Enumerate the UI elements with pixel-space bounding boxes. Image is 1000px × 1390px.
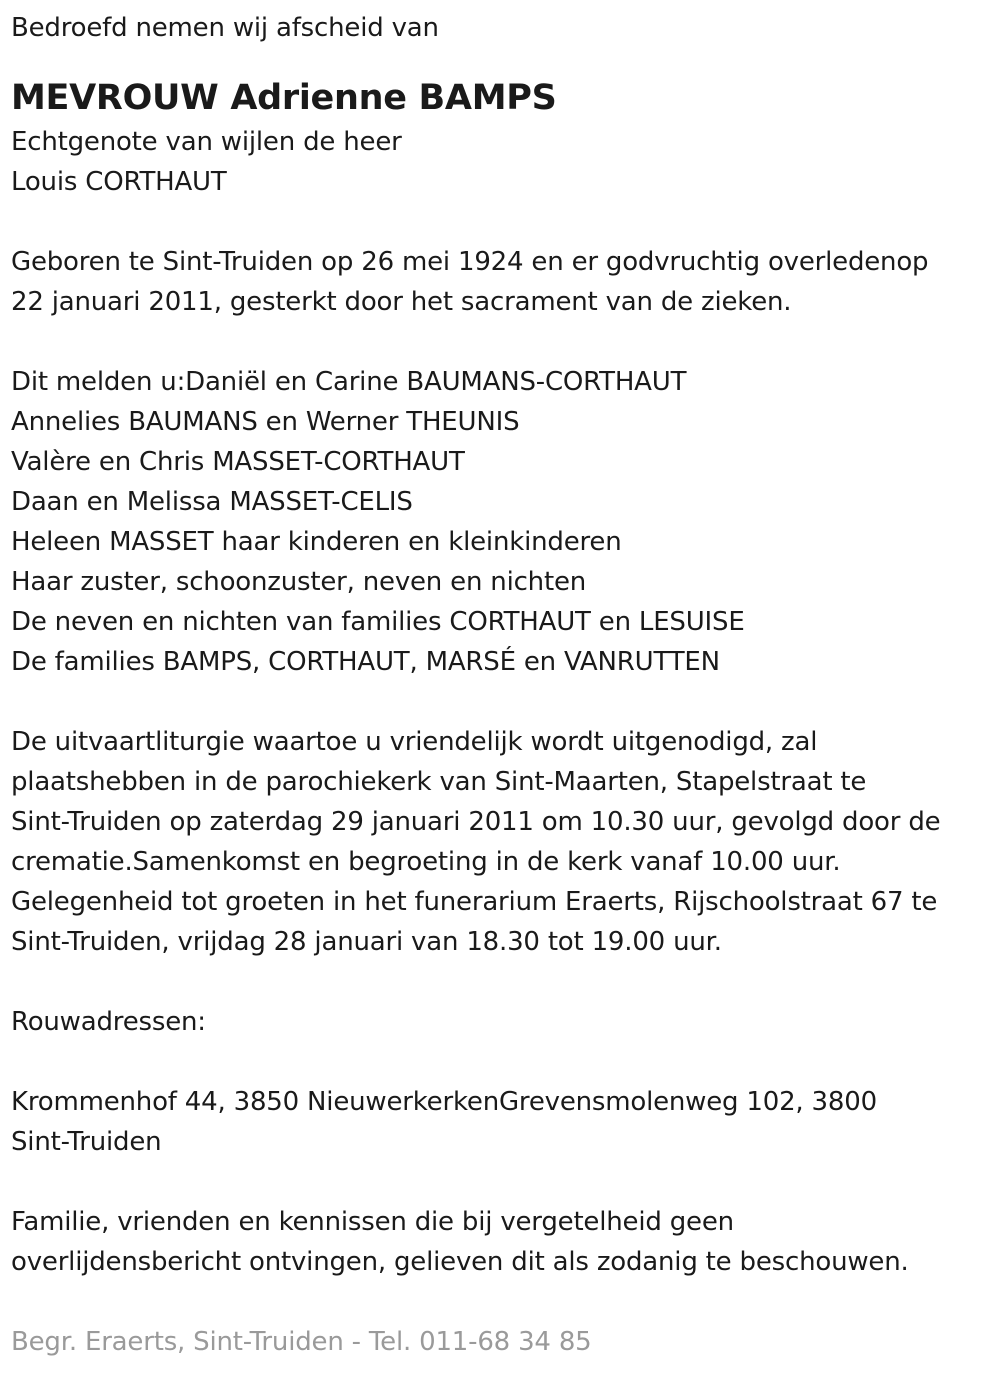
birth-death-line: 22 januari 2011, gesterkt door het sacrament van de zieken. xyxy=(11,287,792,317)
closing-line: Familie, vrienden en kennissen die bij vergetelheid geen xyxy=(11,1207,734,1237)
funeral-home-footer: Begr. Eraerts, Sint-Truiden - Tel. 011-68 34 85 xyxy=(11,1327,592,1357)
intro-text: Bedroefd nemen wij afscheid van xyxy=(11,13,439,43)
addresses-label: Rouwadressen: xyxy=(11,1007,206,1037)
family-line: Annelies BAUMANS en Werner THEUNIS xyxy=(11,407,520,437)
family-line: De families BAMPS, CORTHAUT, MARSÉ en VANRUTTEN xyxy=(11,647,720,677)
service-line: Gelegenheid tot groeten in het funerarium Eraerts, Rijschoolstraat 67 te xyxy=(11,887,938,917)
birth-death-block xyxy=(11,242,989,322)
spacer xyxy=(11,322,989,362)
closing-line: overlijdensbericht ontvingen, gelieven dit als zodanig te beschouwen. xyxy=(11,1247,909,1277)
family-line: De neven en nichten van families CORTHAUT en LESUISE xyxy=(11,607,745,637)
spouse-line: Louis CORTHAUT xyxy=(11,167,227,197)
spacer xyxy=(11,682,989,722)
spacer xyxy=(11,1282,989,1322)
family-block xyxy=(11,362,989,682)
deceased-name: MEVROUW Adrienne BAMPS xyxy=(11,78,557,118)
address-line: Krommenhof 44, 3850 NieuwerkerkenGrevensmolenweg 102, 3800 xyxy=(11,1087,877,1117)
closing-block xyxy=(11,1202,989,1282)
service-line: Sint-Truiden op zaterdag 29 januari 2011 om 10.30 uur, gevolgd door de xyxy=(11,807,941,837)
spouse-line: Echtgenote van wijlen de heer xyxy=(11,127,402,157)
service-line: plaatshebben in de parochiekerk van Sint-Maarten, Stapelstraat te xyxy=(11,767,867,797)
spacer xyxy=(11,1042,989,1082)
family-line: Daan en Melissa MASSET-CELIS xyxy=(11,487,413,517)
service-block xyxy=(11,722,989,962)
spacer xyxy=(11,962,989,1002)
spacer xyxy=(11,1162,989,1202)
service-line: Sint-Truiden, vrijdag 28 januari van 18.30 tot 19.00 uur. xyxy=(11,927,722,957)
family-line: Dit melden u:Daniël en Carine BAUMANS-CORTHAUT xyxy=(11,367,687,397)
service-line: De uitvaartliturgie waartoe u vriendelijk wordt uitgenodigd, zal xyxy=(11,727,818,757)
family-line: Heleen MASSET haar kinderen en kleinkinderen xyxy=(11,527,622,557)
spacer xyxy=(11,202,989,242)
family-line: Haar zuster, schoonzuster, neven en nichten xyxy=(11,567,587,597)
birth-death-line: Geboren te Sint-Truiden op 26 mei 1924 en er godvruchtig overledenop xyxy=(11,247,929,277)
address-line: Sint-Truiden xyxy=(11,1127,162,1157)
spouse-block xyxy=(11,122,989,202)
service-line: crematie.Samenkomst en begroeting in de kerk vanaf 10.00 uur. xyxy=(11,847,841,877)
addresses-block xyxy=(11,1082,989,1162)
family-line: Valère en Chris MASSET-CORTHAUT xyxy=(11,447,465,477)
